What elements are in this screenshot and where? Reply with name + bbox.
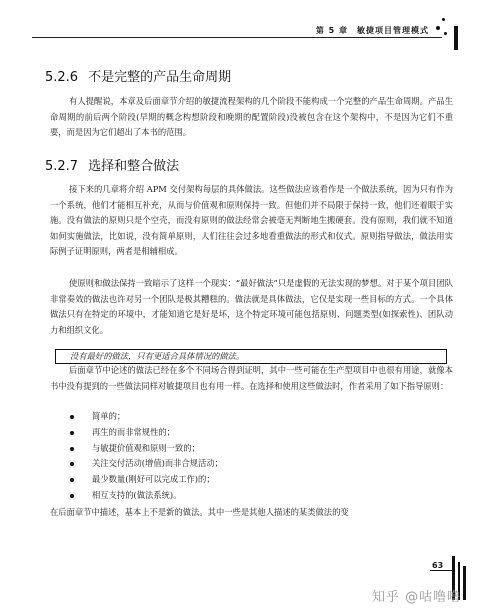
ornament-bar bbox=[454, 26, 458, 50]
page-number: 63 bbox=[432, 561, 444, 570]
bullet-icon bbox=[70, 415, 74, 419]
bullet-icon bbox=[70, 462, 74, 466]
paragraph: 接下来的几章将介绍 APM 交付架构每层的具体做法。这些做法应该看作是一个做法系统，因为只有作为一个系统，他们才能相互补充，从而与价值观和原则保持一致。但他们并不局限于保持一致，他们还着眼于实施。没有做法的原则只是个空壳，而没有原则的做法经常会被毫无判断地生搬硬套。没有原则，我们就不知道如何实施做法，比如说，没有简单原则，人们往往会过多地看重做法的形式和仪式。原则指导做法，做法用实际例子证明原则，两者是相辅相成。 bbox=[50, 184, 453, 256]
header-ornament bbox=[432, 12, 462, 52]
section-title: 不是完整的产品生命周期 bbox=[88, 70, 232, 85]
section-number: 5.2.6 bbox=[45, 70, 79, 85]
watermark: 知乎 @咕噜噜 bbox=[372, 590, 462, 605]
list-item bbox=[70, 488, 223, 504]
header-rule bbox=[32, 37, 442, 38]
bullet-icon bbox=[70, 447, 74, 451]
ornament-dot bbox=[444, 32, 447, 35]
list-item-text: 最少数量(刚好可以完成工作)的； bbox=[92, 474, 215, 485]
bullet-icon bbox=[70, 478, 74, 482]
guideline-list bbox=[70, 409, 223, 504]
list-item-text: 关注交付活动(增值)而非合规活动； bbox=[92, 458, 223, 469]
chapter-header: 第 5 章 敏捷项目管理模式 bbox=[315, 26, 429, 35]
footer-bar bbox=[463, 566, 466, 600]
list-item-text: 再生的而非常规性的； bbox=[92, 426, 175, 437]
bullet-icon bbox=[70, 494, 74, 498]
section-title: 选择和整合做法 bbox=[88, 159, 180, 174]
paragraph: 后面章节中论述的做法已经在多个不同场合得到证明，其中一些可能在生产型项目中也很有用途，就像本书中没有提到的一些做法同样对敏捷项目也有用一样。在选择和使用这些做法时，作者采用了如下指导原则： bbox=[50, 365, 453, 391]
paragraph: 使原则和做法保持一致暗示了这样一个现实：“最好做法”只是虚假的无法实现的梦想。对于某个项目团队非常奏效的做法也许对另一个团队是极其糟糕的。做法就是具体做法，它仅是实现一些目标的方式。一个具体做法只有在特定的环境中，才能知道它是好是坏，这个特定环境可能包括原则、问题类型(如探索性)、团队动力和组织文化。 bbox=[50, 278, 453, 335]
bullet-icon bbox=[70, 431, 74, 435]
list-item bbox=[70, 409, 223, 425]
section-heading-527 bbox=[45, 155, 179, 174]
list-item bbox=[70, 425, 223, 441]
list-item bbox=[70, 441, 223, 457]
paragraph: 有人提醒说，本章及后面章节介绍的敏捷流程架构的几个阶段不能构成一个完整的产品生命周期。产品生命周期的前后两个阶段(早期的概念构想阶段和晚期的配置阶段)没被包含在这个架构中，不是因为它们不重要，而是因为它们超出了本书的范围。 bbox=[50, 96, 453, 137]
section-heading-526 bbox=[45, 66, 231, 85]
list-item-text: 相互支持的(做法系统)。 bbox=[92, 489, 182, 500]
section-number: 5.2.7 bbox=[45, 159, 79, 174]
list-item bbox=[70, 472, 223, 488]
ornament-dot bbox=[436, 26, 440, 30]
callout-box: 没有最好的做法，只有更适合具体情况的做法。 bbox=[55, 349, 447, 364]
page-number-rule bbox=[430, 570, 452, 571]
list-item bbox=[70, 456, 223, 472]
list-item-text: 与敏捷价值观和原则一致的； bbox=[92, 442, 200, 453]
ornament-dot bbox=[442, 18, 445, 21]
paragraph: 在后面章节中描述，基本上不是新的做法。其中一些是其他人描述的某类做法的变 bbox=[50, 507, 349, 517]
list-item-text: 简单的； bbox=[92, 411, 126, 421]
